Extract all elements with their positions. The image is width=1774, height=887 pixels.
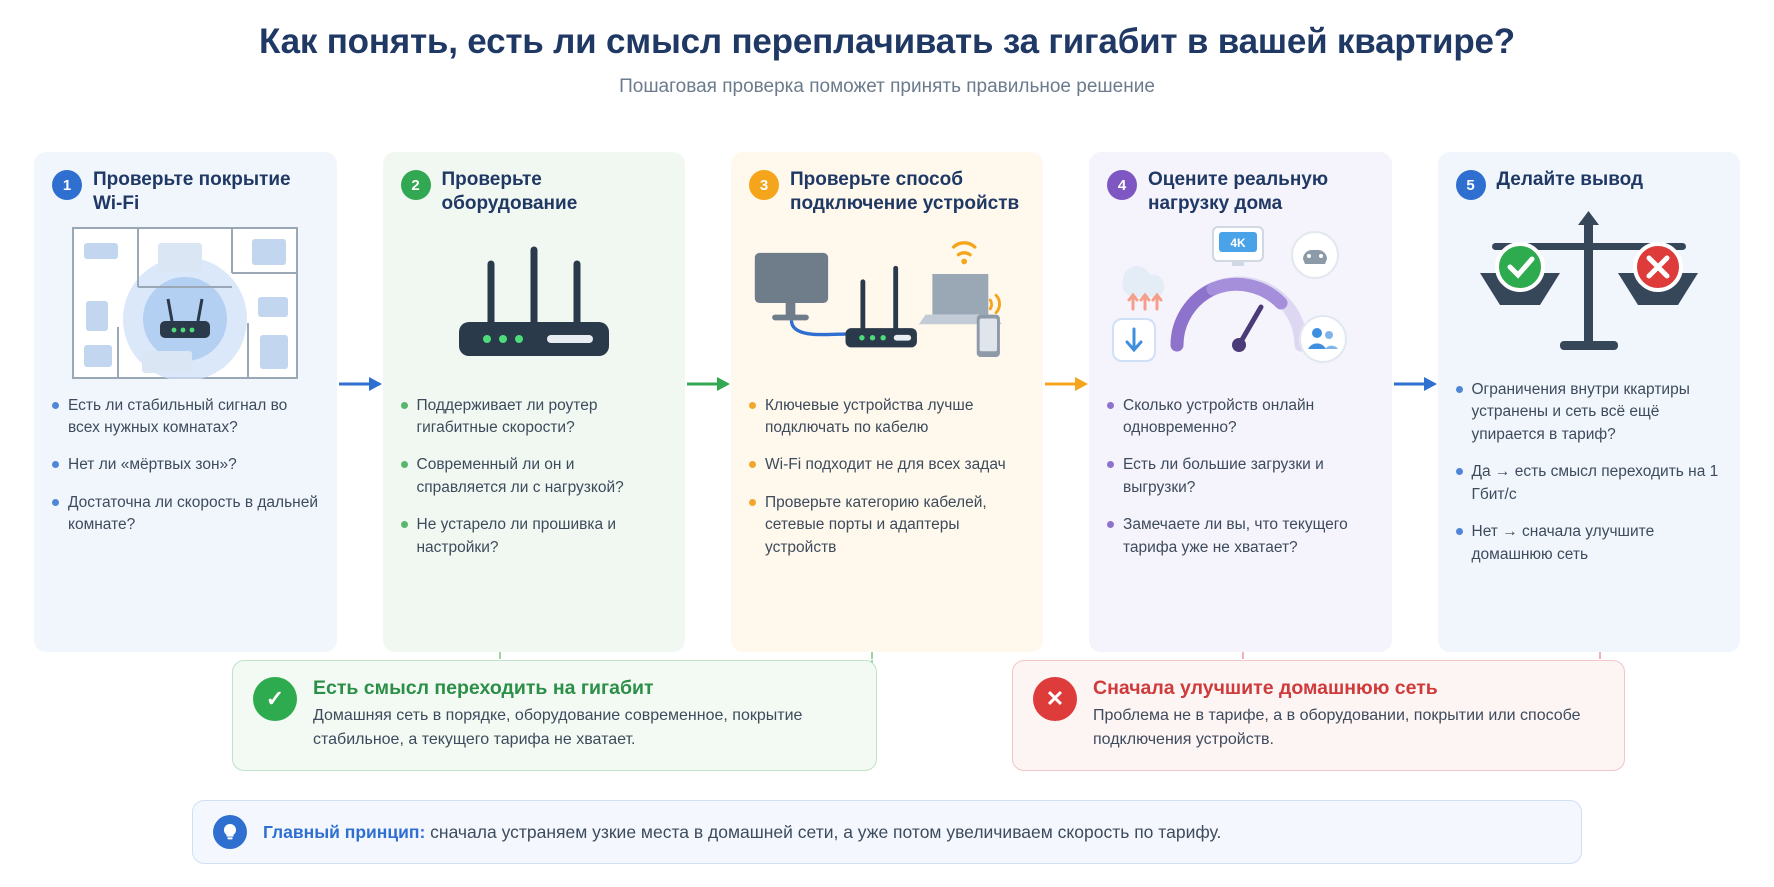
devices-wired-wireless-icon bbox=[749, 216, 1025, 391]
list-item bbox=[52, 454, 319, 476]
outcome-negative-title: Сначала улучшите домашнюю сеть bbox=[1093, 677, 1438, 699]
list-item bbox=[52, 395, 319, 440]
scales-icon bbox=[1456, 200, 1723, 375]
step-5-number: 5 bbox=[1456, 170, 1486, 200]
main-principle-body: сначала устраняем узкие места в домашней сети, а уже потом увеличиваем скорость по тарифу. bbox=[425, 821, 1222, 842]
floorplan-wifi-coverage-icon bbox=[52, 216, 319, 391]
cross-icon: ✕ bbox=[1033, 677, 1077, 721]
main-principle-label: Главный принцип: bbox=[263, 821, 426, 842]
list-item bbox=[1456, 379, 1723, 446]
list-item-text: Есть ли стабильный сигнал во всех нужных комнатах? bbox=[68, 396, 288, 436]
list-item-text: Современный ли он и справляется ли с нагрузкой? bbox=[416, 456, 624, 496]
step-3-number: 3 bbox=[749, 170, 779, 200]
outcome-card-negative[interactable] bbox=[1012, 660, 1625, 771]
step-3-header bbox=[749, 168, 1025, 216]
bullet-dot-icon bbox=[749, 461, 756, 468]
step-card-4[interactable] bbox=[1089, 152, 1392, 652]
steps-row bbox=[34, 152, 1740, 652]
outcome-negative-text: Проблема не в тарифе, а в оборудовании, покрытии или способе подключения устройств. bbox=[1093, 707, 1581, 748]
step-3-title: Проверьте способ подключение устройств bbox=[790, 169, 1020, 214]
arrow-step2-step3 bbox=[685, 152, 731, 652]
list-item bbox=[1107, 514, 1374, 559]
outcome-positive-title: Есть смысл переходить на гигабит bbox=[313, 677, 654, 699]
arrow-step1-step2 bbox=[337, 152, 383, 652]
bullet-dot-icon bbox=[1107, 521, 1114, 528]
page-subtitle: Пошаговая проверка поможет принять правильное решение bbox=[619, 76, 1155, 98]
step-card-1[interactable] bbox=[34, 152, 337, 652]
outcome-positive-text: Домашняя сеть в порядке, оборудование современное, покрытие стабильное, а текущего тарифа не хватает. bbox=[313, 707, 803, 748]
bullet-dot-icon bbox=[52, 402, 59, 409]
step-5-title: Делайте вывод bbox=[1496, 169, 1644, 190]
bullet-dot-icon bbox=[1456, 468, 1463, 475]
check-icon: ✓ bbox=[253, 677, 297, 721]
step-card-3[interactable] bbox=[731, 152, 1043, 652]
list-item bbox=[52, 492, 319, 537]
list-item bbox=[401, 395, 668, 440]
bullet-dot-icon bbox=[52, 461, 59, 468]
four-k-label: 4K bbox=[1230, 236, 1246, 250]
outcome-positive-body bbox=[313, 677, 856, 752]
list-item bbox=[1456, 521, 1723, 566]
list-item bbox=[401, 514, 668, 559]
step-4-bullets bbox=[1107, 395, 1374, 560]
bullet-dot-icon bbox=[401, 402, 408, 409]
lightbulb-icon bbox=[213, 815, 247, 849]
step-1-title: Проверьте покрытие Wi-Fi bbox=[93, 169, 291, 214]
list-item-text: Ключевые устройства лучше подключать по кабелю bbox=[765, 396, 974, 436]
step-1-number: 1 bbox=[52, 170, 82, 200]
step-2-title: Проверьте оборудование bbox=[441, 169, 578, 214]
bullet-dot-icon bbox=[1107, 402, 1114, 409]
bullet-dot-icon bbox=[1456, 386, 1463, 393]
outcome-card-positive[interactable] bbox=[232, 660, 877, 771]
bullet-dot-icon bbox=[52, 499, 59, 506]
list-item-text: Да → есть смысл переходить на 1 Гбит/с bbox=[1471, 463, 1719, 503]
list-item-text: Нет → сначала улучшите домашнюю сеть bbox=[1471, 523, 1655, 563]
load-gauge-icon bbox=[1107, 216, 1374, 391]
list-item bbox=[401, 454, 668, 499]
step-2-number: 2 bbox=[401, 170, 431, 200]
step-2-bullets bbox=[401, 395, 668, 560]
list-item-text: Не устарело ли прошивка и настройки? bbox=[416, 516, 617, 556]
list-item-text: Сколько устройств онлайн одновременно? bbox=[1123, 396, 1315, 436]
bullet-dot-icon bbox=[1456, 528, 1463, 535]
step-card-2[interactable] bbox=[383, 152, 686, 652]
list-item-text: Есть ли большие загрузки и выгрузки? bbox=[1123, 456, 1324, 496]
arrow-step3-step4 bbox=[1043, 152, 1089, 652]
bullet-dot-icon bbox=[401, 521, 408, 528]
list-item-text: Ограничения внутри ккартиры устранены и сеть всё ещё упирается в тариф? bbox=[1471, 381, 1690, 443]
list-item-text: Проверьте категорию кабелей, сетевые порты и адаптеры устройств bbox=[765, 493, 987, 556]
outcome-negative-body bbox=[1093, 677, 1604, 752]
step-1-bullets bbox=[52, 395, 319, 537]
bullet-dot-icon bbox=[1107, 461, 1114, 468]
header bbox=[0, 0, 1774, 98]
arrow-step4-step5 bbox=[1392, 152, 1438, 652]
bullet-dot-icon bbox=[401, 461, 408, 468]
page-title: Как понять, есть ли смысл переплачивать за гигабит в вашей квартире? bbox=[259, 22, 1515, 61]
step-4-title: Оцените реальную нагрузку дома bbox=[1148, 169, 1329, 214]
step-1-header bbox=[52, 168, 319, 216]
list-item bbox=[749, 454, 1025, 476]
bullet-dot-icon bbox=[749, 402, 756, 409]
step-3-bullets bbox=[749, 395, 1025, 560]
list-item-text: Wi-Fi подходит не для всех задач bbox=[765, 456, 1006, 474]
list-item bbox=[1456, 461, 1723, 506]
list-item bbox=[749, 492, 1025, 559]
bullet-dot-icon bbox=[749, 499, 756, 506]
step-4-number: 4 bbox=[1107, 170, 1137, 200]
main-principle-text bbox=[263, 822, 1221, 843]
step-5-header bbox=[1456, 168, 1723, 200]
list-item bbox=[749, 395, 1025, 440]
main-principle-banner bbox=[192, 800, 1582, 864]
step-card-5[interactable] bbox=[1438, 152, 1741, 652]
list-item-text: Достаточна ли скорость в дальней комнате? bbox=[68, 493, 318, 534]
list-item bbox=[1107, 395, 1374, 440]
step-2-header bbox=[401, 168, 668, 216]
step-5-bullets bbox=[1456, 379, 1723, 566]
list-item-text: Нет ли «мёртвых зон»? bbox=[68, 456, 237, 474]
list-item-text: Замечаете ли вы, что текущего тарифа уже не хватает? bbox=[1123, 516, 1348, 556]
router-icon bbox=[401, 216, 668, 391]
list-item-text: Поддерживает ли роутер гигабитные скорости? bbox=[416, 396, 598, 436]
step-4-header bbox=[1107, 168, 1374, 216]
list-item bbox=[1107, 454, 1374, 499]
